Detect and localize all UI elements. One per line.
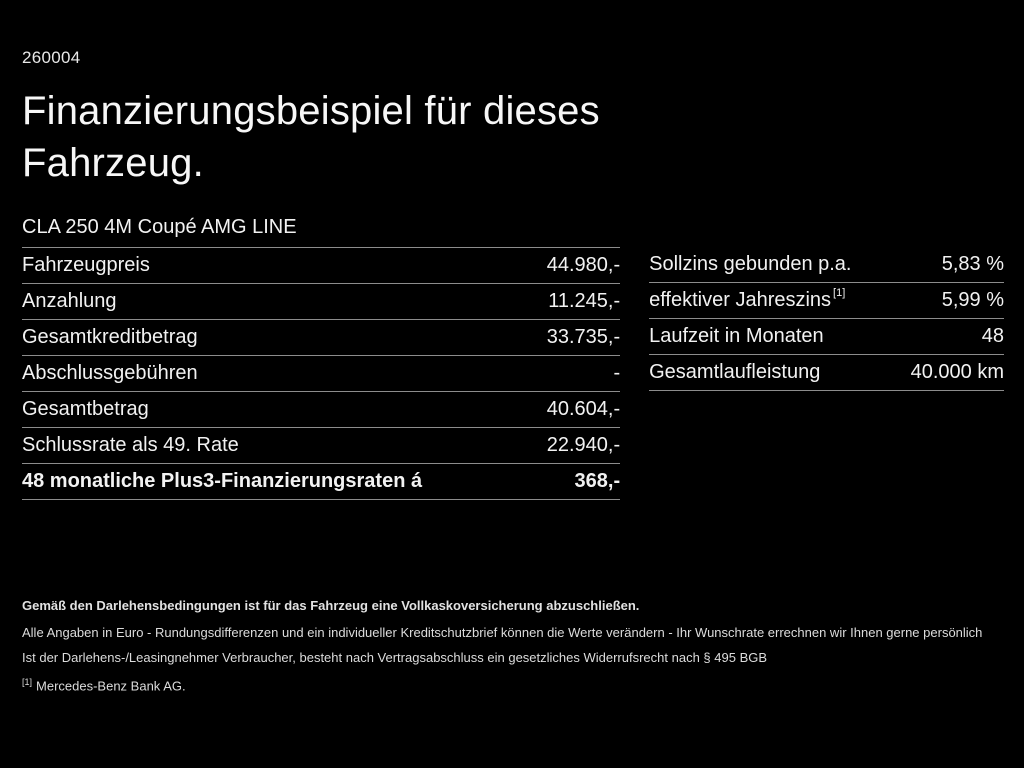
financing-table-right — [649, 247, 1004, 391]
row-label: Gesamtlaufleistung — [649, 361, 821, 383]
footnote-text: Mercedes-Benz Bank AG. — [36, 678, 186, 694]
row-value: 5,99 % — [941, 289, 1004, 311]
footnote-ref: [1] — [833, 287, 846, 300]
table-row — [649, 319, 1004, 355]
financing-tables — [22, 247, 1004, 500]
row-value: - — [613, 362, 621, 384]
footnote-marker: [1] — [22, 677, 33, 687]
legal-line-withdrawal: Ist der Darlehens-/Leasingnehmer Verbraucher, besteht nach Vertragsabschluss ein gesetzliches Widerrufsrecht nach § 495 BGB — [22, 650, 768, 665]
row-value: 368,- — [574, 470, 621, 492]
footnote-line — [22, 677, 1004, 693]
row-value: 40.000 km — [910, 361, 1004, 383]
row-value: 5,83 % — [941, 253, 1004, 275]
legal-line-disclaimer: Alle Angaben in Euro - Rundungsdifferenzen und ein individueller Kreditschutzbrief können die Werte verändern - Ihr Wunschrate errechnen wir Ihnen gerne persönlich — [22, 625, 983, 640]
row-label: Gesamtkreditbetrag — [22, 326, 198, 348]
row-label-text: effektiver Jahreszins — [649, 289, 832, 311]
row-label: Gesamtbetrag — [22, 398, 149, 420]
row-label: Sollzins gebunden p.a. — [649, 253, 852, 275]
row-label: Anzahlung — [22, 290, 117, 312]
table-row — [22, 391, 620, 427]
row-value: 22.940,- — [546, 434, 621, 456]
table-row — [22, 283, 620, 319]
row-label: Schlussrate als 49. Rate — [22, 434, 239, 456]
row-value: 11.245,- — [548, 290, 621, 312]
table-row — [649, 283, 1004, 319]
offer-code: 260004 — [22, 48, 81, 67]
legal-footer — [22, 598, 1004, 693]
row-label — [649, 289, 845, 312]
financing-table-left — [22, 247, 620, 500]
row-value: 44.980,- — [546, 254, 621, 276]
table-row — [649, 247, 1004, 283]
vehicle-name: CLA 250 4M Coupé AMG LINE — [22, 216, 297, 238]
row-label: Laufzeit in Monaten — [649, 325, 824, 347]
row-label: 48 monatliche Plus3-Finanzierungsraten á — [22, 470, 423, 492]
table-row-monthly-rate — [22, 463, 620, 499]
table-row — [649, 355, 1004, 391]
row-label: Fahrzeugpreis — [22, 254, 150, 276]
table-row — [22, 355, 620, 391]
table-row — [22, 247, 620, 283]
legal-line-insurance: Gemäß den Darlehensbedingungen ist für das Fahrzeug eine Vollkaskoversicherung abzuschließen. — [22, 598, 640, 613]
row-value: 40.604,- — [546, 398, 621, 420]
table-row — [22, 427, 620, 463]
row-value: 48 — [981, 325, 1004, 347]
page-title: Finanzierungsbeispiel für dieses Fahrzeug. — [22, 89, 600, 185]
row-label: Abschlussgebühren — [22, 362, 198, 384]
table-row — [22, 319, 620, 355]
row-value: 33.735,- — [546, 326, 621, 348]
